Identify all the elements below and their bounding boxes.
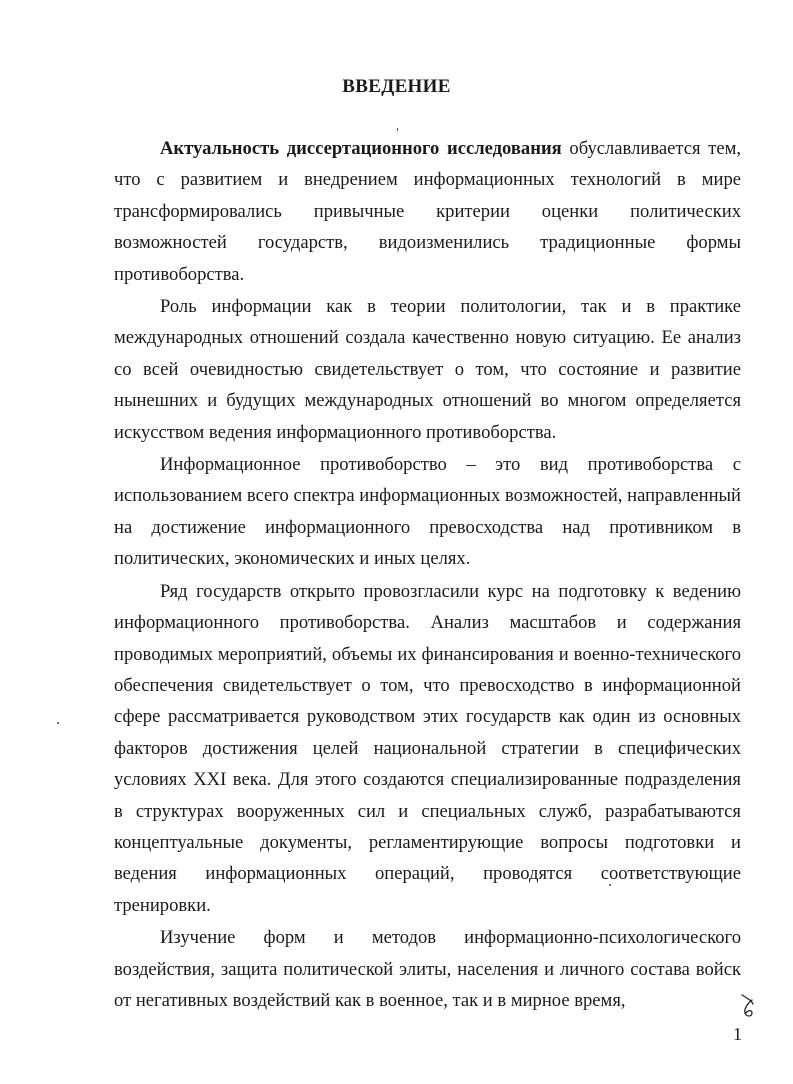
scan-speck (397, 128, 398, 131)
paragraph-text: Ряд государств открыто провозгласили курс на подготовку к ведению информационного противоборства. Анализ масштабов и содержания проводимых мероприятий, объемы их финансирования и военно-технического обеспечения свидетельствует о том, что превосходство в информационной сфере рассматривается руководством этих государств как один из основных факторов достижения целей национальной стратегии в специфических условиях XXI века. Для этого создаются специализированные подразделения в структурах вооруженных сил и специальных служб, разрабатываются концептуальные документы, регламентирующие вопросы подготовки и ведения информационных операций, проводятся соответствующие тренировки. (114, 580, 741, 916)
paragraph-role-of-information (114, 291, 741, 448)
page-number: 1 (733, 1024, 742, 1044)
paragraph-text: обуславливается тем, что с развитием и внедрением информационных технологий в мире трансформировались привычные критерии оценки политических возможностей государств, видоизменились традиционные формы противоборства. (114, 138, 742, 285)
handwritten-mark-icon (738, 992, 758, 1020)
document-body (114, 133, 741, 1016)
paragraph-relevance (114, 133, 741, 290)
paragraph-text: Роль информации как в теории политологии, так и в практике международных отношений создала качественно новую ситуацию. Ее анализ со всей очевидностью свидетельствует о том, что состояние и развитие нынешних и будущих международных отношений во многом определяется искусством ведения информационного противоборства. (114, 296, 741, 443)
paragraph-states-policy (114, 576, 741, 921)
paragraph-text: Изучение форм и методов информационно-психологического воздействия, защита политической элиты, населения и личного состава войск от негативных воздействий как в военное, так и в мирное время, (114, 927, 741, 1011)
scan-speck (609, 884, 611, 886)
scan-speck (57, 722, 59, 724)
paragraph-lead: Актуальность диссертационного исследования (160, 138, 562, 159)
page-title: ВВЕДЕНИЕ (342, 76, 451, 97)
paragraph-text: Информационное противоборство – это вид противоборства с использованием всего спектра информационных возможностей, направленный на достижение информационного превосходства над противником в политических, экономических и иных целях. (114, 454, 741, 570)
paragraph-definition (114, 449, 741, 575)
paragraph-study-methods (114, 922, 741, 1016)
